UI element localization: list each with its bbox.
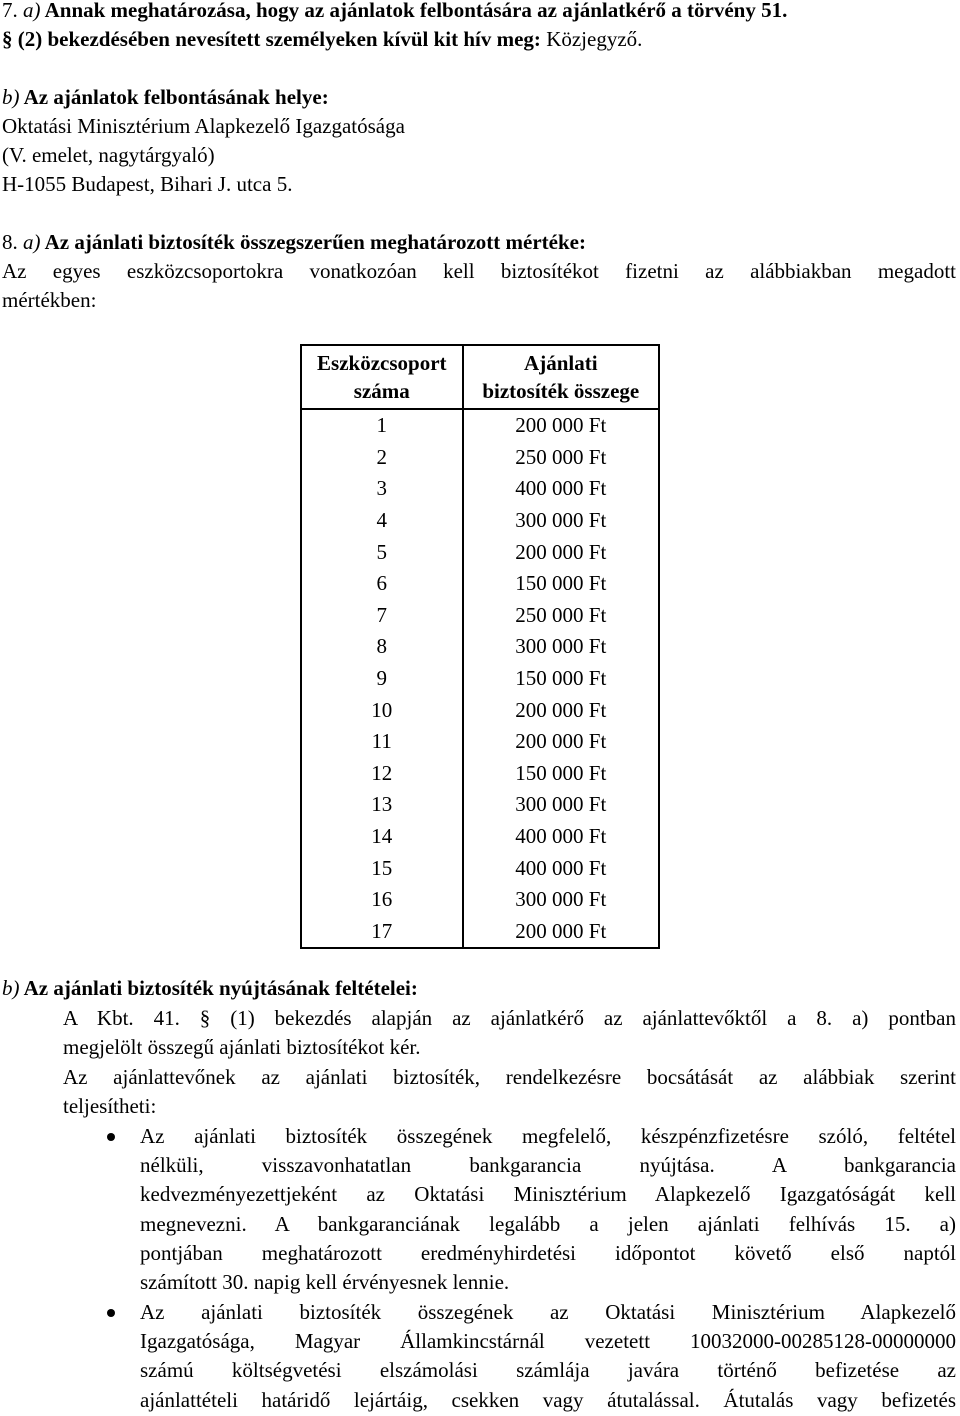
text-line: teljesítheti: — [63, 1094, 157, 1119]
group-number-cell: 10 — [301, 694, 463, 726]
table-row — [301, 409, 659, 442]
table-row — [301, 473, 659, 505]
header-text: biztosíték összege — [482, 379, 640, 403]
address-line-2: (V. emelet, nagytárgyaló) — [2, 143, 215, 167]
table-row — [301, 789, 659, 821]
address-line-1: Oktatási Minisztérium Alapkezelő Igazgatósága — [2, 114, 405, 138]
table-row — [301, 916, 659, 949]
guarantee-amount-cell: 300 000 Ft — [463, 884, 659, 916]
table-row — [301, 852, 659, 884]
guarantee-amount-cell: 400 000 Ft — [463, 473, 659, 505]
column-header-group — [301, 345, 463, 409]
section-8a-title: Az ajánlati biztosíték összegszerűen meghatározott mértéke: — [44, 230, 586, 254]
text-line: pontjában meghatározott eredményhirdetési időpontot követő első naptól — [140, 1240, 956, 1265]
text-line: A Kbt. 41. § (1) bekezdés alapján az ajánlatkérő az ajánlattevőktől a 8. a) pontban — [63, 1006, 956, 1030]
bullet-icon — [107, 1133, 115, 1141]
guarantee-amount-cell: 200 000 Ft — [463, 409, 659, 442]
group-number-cell: 3 — [301, 473, 463, 505]
section-number: 7. — [2, 0, 18, 22]
guarantee-amount-cell: 300 000 Ft — [463, 631, 659, 663]
table-row — [301, 568, 659, 600]
guarantee-amount-cell: 150 000 Ft — [463, 758, 659, 790]
text-line: mértékben: — [2, 288, 97, 313]
paragraph-fulfilment — [63, 1063, 956, 1121]
group-number-cell: 12 — [301, 758, 463, 790]
paragraph-kbt — [63, 1004, 956, 1062]
table-row — [301, 631, 659, 663]
section-7a-value: Közjegyző. — [546, 27, 643, 51]
subsection-letter: b) — [2, 976, 20, 1000]
guarantee-amount-cell: 150 000 Ft — [463, 568, 659, 600]
guarantee-amount-cell: 300 000 Ft — [463, 505, 659, 537]
text-line: Az ajánlattevőnek az ajánlati biztosíték, rendelkezésre bocsátását az alábbiak szerint — [63, 1065, 956, 1089]
subsection-letter: a) — [23, 0, 41, 22]
bullet-item-bank-guarantee — [140, 1122, 956, 1297]
guarantee-amount-cell: 200 000 Ft — [463, 916, 659, 949]
guarantee-table — [300, 344, 660, 949]
text-line: számított 30. napig kell érvényesnek lennie. — [140, 1269, 510, 1294]
section-7b-title: Az ajánlatok felbontásának helye: — [23, 85, 329, 109]
text-line: nélküli, visszavonhatatlan bankgarancia nyújtása. A bankgarancia — [140, 1153, 956, 1178]
bullet-item-bank-transfer — [140, 1298, 956, 1415]
group-number-cell: 14 — [301, 821, 463, 853]
section-8a-heading — [2, 228, 586, 257]
table-row — [301, 442, 659, 474]
guarantee-amount-cell: 400 000 Ft — [463, 821, 659, 853]
section-7b-heading — [2, 83, 329, 112]
subsection-letter: a) — [23, 230, 41, 254]
group-number-cell: 16 — [301, 884, 463, 916]
section-8a-intro — [2, 257, 956, 315]
section-7a-heading-cont: § (2) bekezdésében nevesített személyeken kívül kit hív meg: — [2, 27, 541, 51]
group-number-cell: 13 — [301, 789, 463, 821]
group-number-cell: 4 — [301, 505, 463, 537]
guarantee-amount-cell: 200 000 Ft — [463, 694, 659, 726]
section-8b-heading — [2, 974, 418, 1003]
table-row — [301, 821, 659, 853]
address-line-3: H-1055 Budapest, Bihari J. utca 5. — [2, 172, 293, 196]
table-row — [301, 758, 659, 790]
text-line: megnevezni. A bankgaranciának legalább a jelen ajánlati felhívás 15. a) — [140, 1211, 956, 1236]
table-header-row — [301, 345, 659, 409]
text-line: megjelölt összegű ajánlati biztosítékot kér. — [63, 1035, 421, 1060]
table-row — [301, 694, 659, 726]
group-number-cell: 15 — [301, 852, 463, 884]
section-number: 8. — [2, 230, 18, 254]
group-number-cell: 8 — [301, 631, 463, 663]
guarantee-amount-cell: 150 000 Ft — [463, 663, 659, 695]
guarantee-amount-cell: 200 000 Ft — [463, 536, 659, 568]
table-body — [301, 409, 659, 948]
group-number-cell: 11 — [301, 726, 463, 758]
guarantee-amount-cell: 200 000 Ft — [463, 726, 659, 758]
section-7a-heading: Annak meghatározása, hogy az ajánlatok felbontására az ajánlatkérő a törvény 51. — [44, 0, 788, 22]
text-line: Az egyes eszközcsoportokra vonatkozóan kell biztosítékot fizetni az alábbiakban megadott — [2, 259, 956, 283]
subsection-letter: b) — [2, 85, 20, 109]
guarantee-amount-cell: 300 000 Ft — [463, 789, 659, 821]
table-row — [301, 726, 659, 758]
text-line: számú költségvetési elszámolási számlája javára történő befizetése az — [140, 1358, 956, 1383]
header-text: száma — [353, 379, 410, 403]
text-line: Igazgatósága, Magyar Államkincstárnál vezetett 10032000-00285128-00000000 — [140, 1329, 956, 1354]
group-number-cell: 9 — [301, 663, 463, 695]
table-row — [301, 884, 659, 916]
group-number-cell: 5 — [301, 536, 463, 568]
table-row — [301, 536, 659, 568]
header-text: Eszközcsoport — [317, 351, 447, 375]
section-7a-line2 — [2, 25, 642, 54]
group-number-cell: 6 — [301, 568, 463, 600]
section-7-title — [2, 0, 787, 25]
section-8b-title: Az ajánlati biztosíték nyújtásának feltételei: — [23, 976, 418, 1000]
bullet-icon — [107, 1309, 115, 1317]
table-row — [301, 663, 659, 695]
column-header-amount — [463, 345, 659, 409]
group-number-cell: 1 — [301, 409, 463, 442]
group-number-cell: 17 — [301, 916, 463, 949]
guarantee-amount-cell: 250 000 Ft — [463, 442, 659, 474]
header-text: Ajánlati — [524, 351, 598, 375]
text-line: Az ajánlati biztosíték összegének az Oktatási Minisztérium Alapkezelő — [140, 1300, 956, 1324]
guarantee-amount-cell: 400 000 Ft — [463, 852, 659, 884]
text-line: kedvezményezettjeként az Oktatási Minisztérium Alapkezelő Igazgatóságát kell — [140, 1182, 956, 1207]
text-line: ajánlattételi határidő lejártáig, csekken vagy átutalással. Átutalás vagy befizetés — [140, 1387, 956, 1412]
table-row — [301, 505, 659, 537]
group-number-cell: 7 — [301, 600, 463, 632]
group-number-cell: 2 — [301, 442, 463, 474]
table-row — [301, 600, 659, 632]
text-line: Az ajánlati biztosíték összegének megfelelő, készpénzfizetésre szóló, feltétel — [140, 1124, 956, 1148]
guarantee-amount-cell: 250 000 Ft — [463, 600, 659, 632]
